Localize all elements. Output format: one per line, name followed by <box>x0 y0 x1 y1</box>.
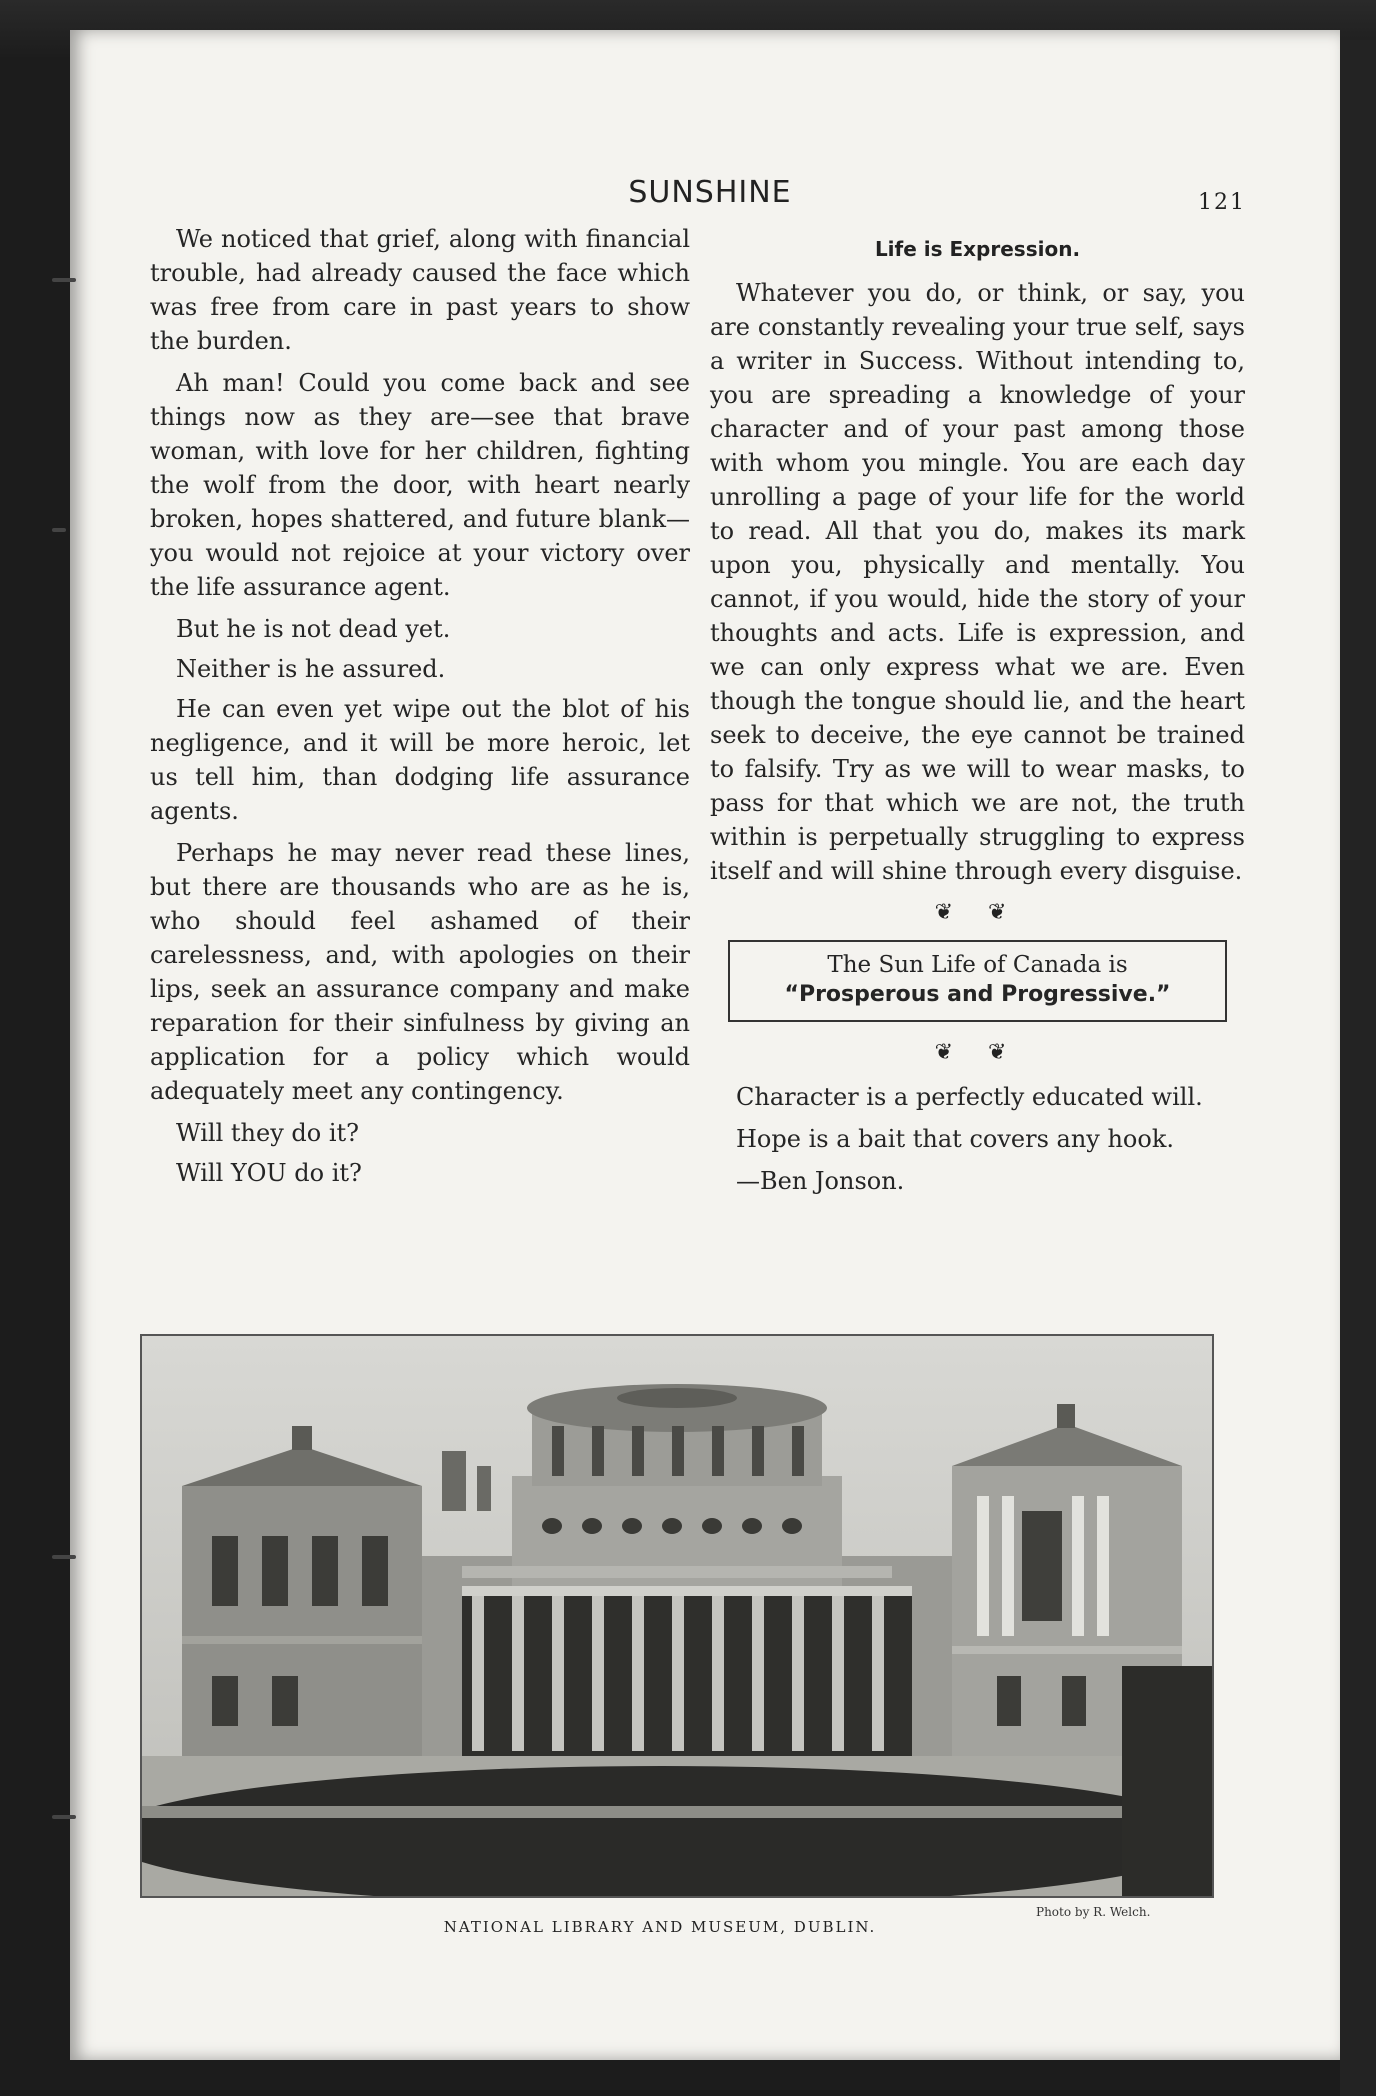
paragraph: Whatever you do, or think, or say, you are constantly revealing your true self, says a writer in Success. Without intending to, you are spreading a knowledge of your character and of your past among those with whom you mingle. You are each day unrolling a page of your life for the world to read. All that you do, makes its mark upon you, physically and mentally. You cannot, if you would, hide the story of your thoughts and acts. Life is expression, and we can only express what we are. Even though the tongue should lie, and the heart seek to deceive, the eye cannot be trained to falsify. Try as we will to wear masks, to pass for that which we are not, the truth within is perpetually struggling to express itself and will shine through every disguise. <box>710 279 1245 885</box>
quote-line: Character is a perfectly educated will. <box>736 1083 1203 1111</box>
paragraph: Ah man! Could you come back and see things now as they are—see that brave woman, with love for her children, fighting the wolf from the door, with heart nearly broken, hopes shattered, and future blank—you would not rejoice at your victory over the life assurance agent. <box>150 369 690 601</box>
margin-mark <box>52 278 76 282</box>
margin-mark <box>52 528 66 532</box>
paragraph: Will they do it? <box>176 1119 360 1147</box>
paragraph: He can even yet wipe out the blot of his negligence, and it will be more heroic, let us tell him, than dodging life assurance agents. <box>150 695 690 825</box>
page-number: 121 <box>1198 190 1246 215</box>
ornament-divider: ❦ ❦ <box>934 1040 1021 1065</box>
paragraph: But he is not dead yet. <box>176 615 451 643</box>
margin-mark <box>52 1815 76 1819</box>
ad-text: The Sun Life of Canada is <box>827 952 1128 978</box>
ornament-divider: ❦ ❦ <box>934 900 1021 925</box>
scan-background-right <box>1340 40 1376 2096</box>
margin-mark <box>52 1555 76 1559</box>
advertisement-box <box>728 940 1227 1022</box>
section-heading: Life is Expression. <box>874 237 1081 261</box>
paragraph: Neither is he assured. <box>176 655 446 683</box>
paragraph: Will YOU do it? <box>176 1159 362 1187</box>
ad-slogan: “Prosperous and Progressive.” <box>784 982 1171 1007</box>
building-illustration <box>142 1336 1212 1896</box>
quote-line: Hope is a bait that covers any hook. <box>736 1125 1174 1153</box>
running-header-title: SUNSHINE <box>628 175 792 210</box>
paragraph: We noticed that grief, along with financial trouble, had already caused the face which was free from care in past years to show the burden. <box>150 225 690 355</box>
building-photograph <box>140 1334 1214 1898</box>
quote-attribution: —Ben Jonson. <box>736 1167 905 1195</box>
right-column <box>710 232 1245 1206</box>
paragraph: Perhaps he may never read these lines, but there are thousands who are as he is, who should feel ashamed of their carelessness, and, with apologies on their lips, seek an assurance company and make reparation for their sinfulness by giving an application for a policy which would adequately meet any contingency. <box>150 839 690 1105</box>
photo-credit: Photo by R. Welch. <box>1036 1905 1151 1919</box>
left-column <box>150 222 690 1196</box>
photo-caption: NATIONAL LIBRARY AND MUSEUM, DUBLIN. <box>443 1918 877 1936</box>
